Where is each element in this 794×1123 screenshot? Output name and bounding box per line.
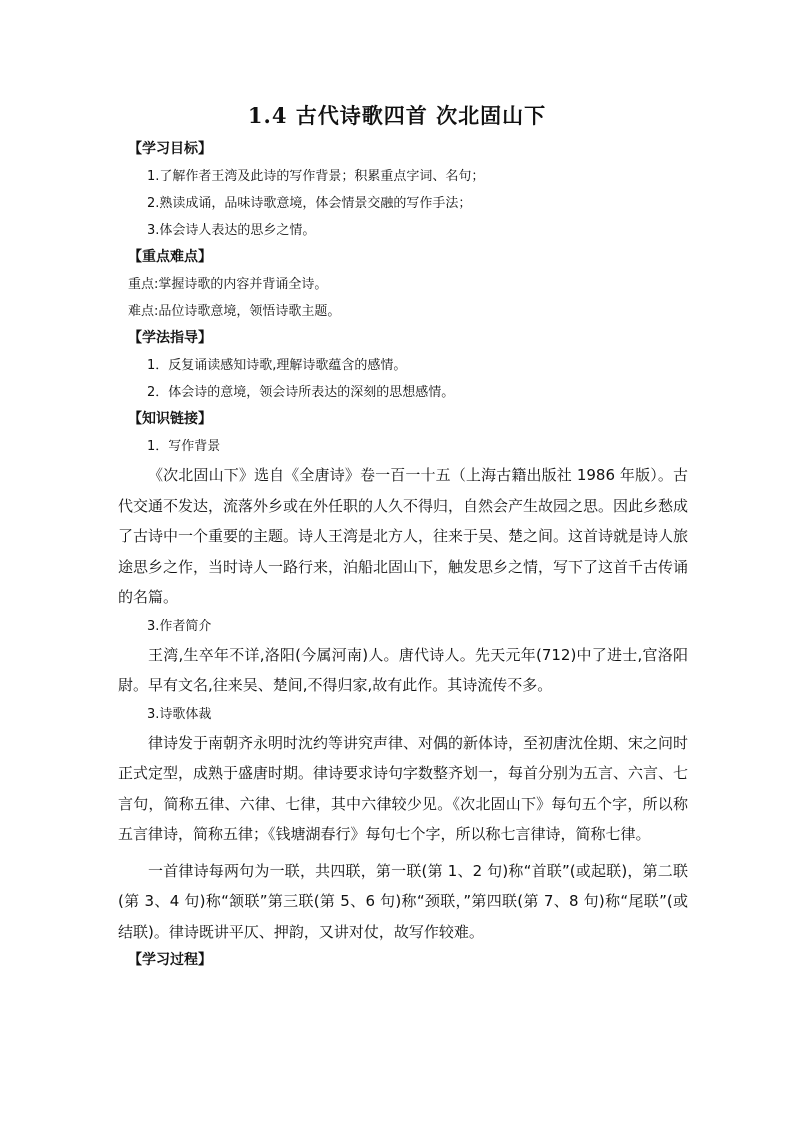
goal-item: 3.体会诗人表达的思乡之情。 [147,223,316,238]
subheading-genre: 3.诗歌体裁 [147,706,212,722]
section-heading-knowledge: 【知识链接】 [128,411,212,427]
method-item: 1．反复诵读感知诗歌,理解诗歌蕴含的感情。 [147,358,407,373]
goal-item: 2.熟读成诵，品味诗歌意境，体会情景交融的写作手法； [147,196,472,211]
key-point-item: 重点:掌握诗歌的内容并背诵全诗。 [128,277,328,292]
paragraph-genre-1: 律诗发于南朝齐永明时沈约等讲究声律、对偶的新体诗，至初唐沈佺期、宋之问时正式定型，成熟于盛唐时期。律诗要求诗句字数整齐划一，每首分别为五言、六言、七言句，简称五律、六律、七律，其中六律较少见。《次北固山下》每句五个字，所以称五言律诗，简称五律；《钱塘湖春行》每句七个字，所以称七言律诗，简称七律。 [118,733,689,843]
key-point-item: 难点:品位诗歌意境，领悟诗歌主题。 [128,304,341,319]
paragraph-author: 王湾,生卒年不详,洛阳(今属河南)人。唐代诗人。先天元年(712)中了进士,官洛阳尉。早有文名,往来吴、楚间,不得归家,故有此作。其诗流传不多。 [118,645,688,694]
subheading-background: 1．写作背景 [147,439,221,454]
paragraph-background: 《次北固山下》选自《全唐诗》卷一百一十五（上海古籍出版社 1986 年版）。古代交通不发达，流落外乡或在外任职的人久不得归，自然会产生故园之思。因此乡愁成了古诗中一个重要的主题。诗人王湾是北方人，往来于吴、楚之间。这首诗就是诗人旅途思乡之作，当时诗人一路行来，泊船北固山下，触发思乡之情，写下了这首千古传诵的名篇。 [118,466,689,606]
section-heading-process: 【学习过程】 [128,952,212,968]
method-item: 2．体会诗的意境，领会诗所表达的深刻的思想感情。 [147,385,455,400]
section-heading-goals: 【学习目标】 [128,141,212,157]
document-body [118,136,688,974]
subheading-author: 3.作者简介 [147,618,212,634]
section-heading-key-points: 【重点难点】 [128,249,212,265]
section-heading-method: 【学法指导】 [128,330,212,346]
goal-item: 1.了解作者王湾及此诗的写作背景；积累重点字词、名句； [147,169,485,184]
page-title: 1.4 古代诗歌四首 次北固山下 [247,103,547,128]
paragraph-genre-2: 一首律诗每两句为一联，共四联，第一联(第 1、2 句)称“首联”(或起联)，第二联(第 3、4 句)称“颔联”第三联(第 5、6 句)称“颈联，”第四联(第 7、8 句)称“尾联”(或结联)。律诗既讲平仄、押韵，又讲对仗，故写作较难。 [118,861,688,941]
